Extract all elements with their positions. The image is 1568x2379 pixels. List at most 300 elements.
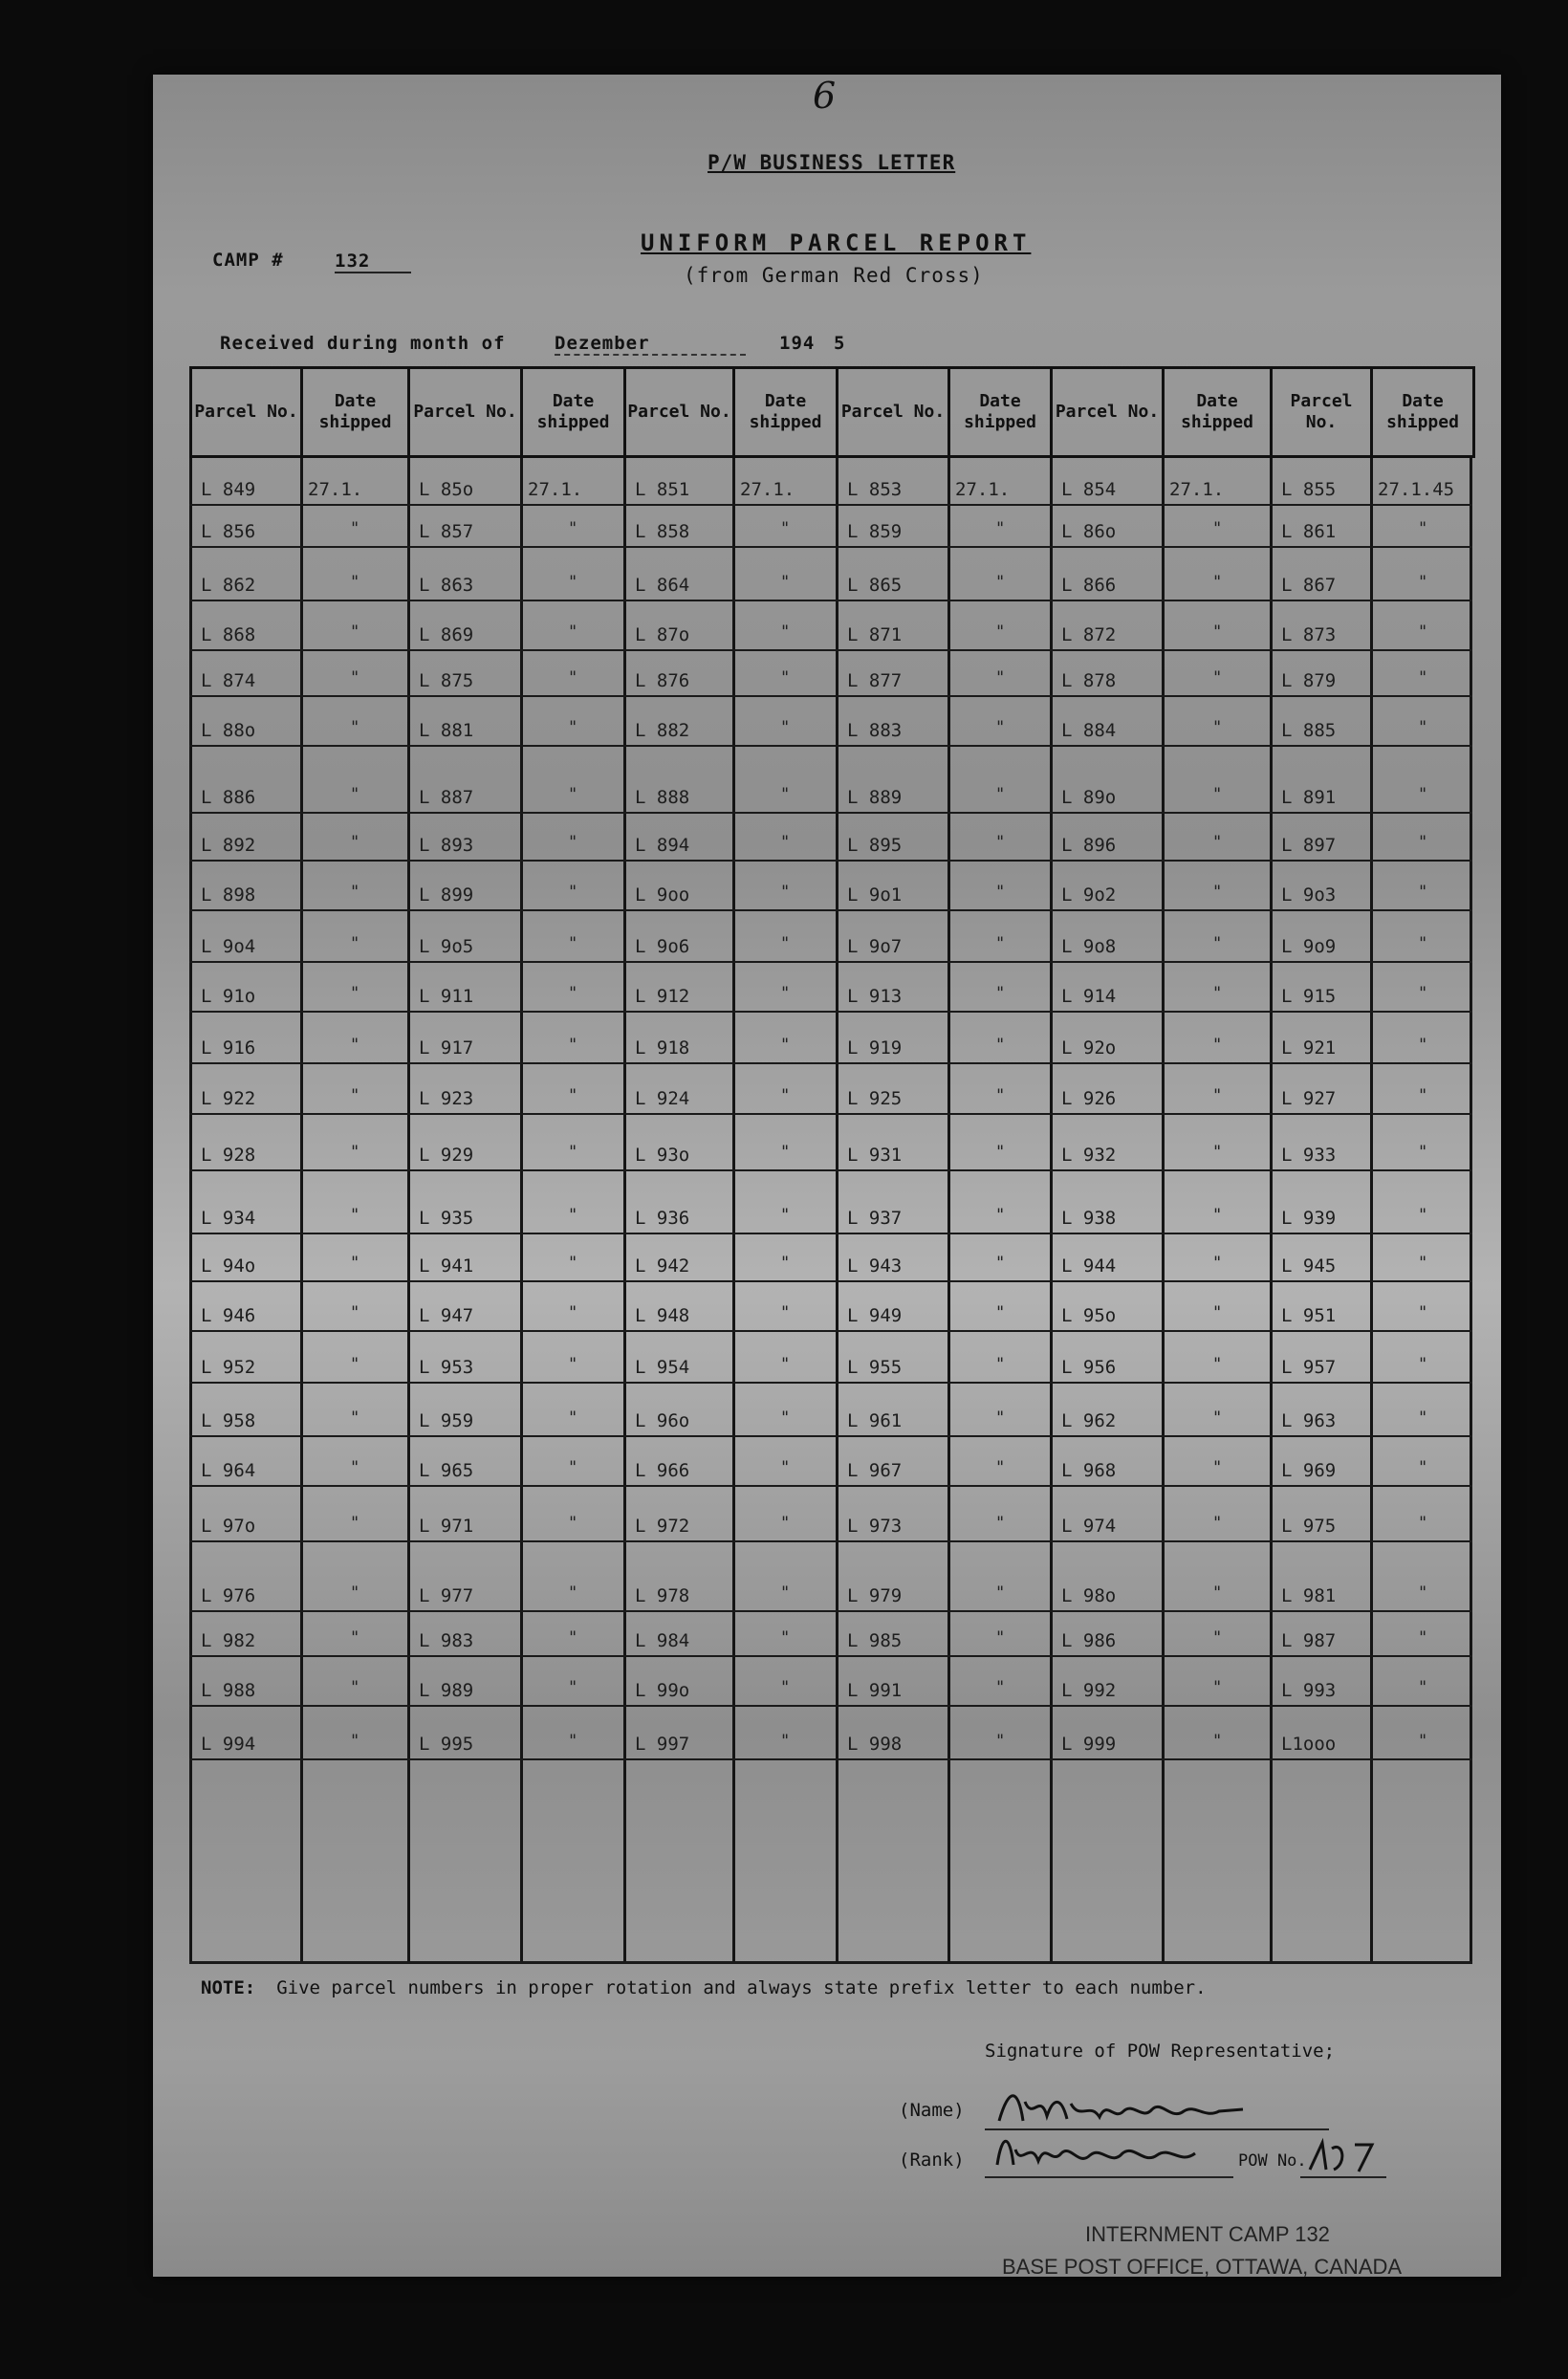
parcel-number: L 999 (1061, 1734, 1117, 1755)
parcel-number: L 85o (419, 479, 474, 500)
parcel-number: L 865 (847, 575, 903, 596)
ditto-mark: " (568, 1678, 578, 1697)
ditto-mark: " (1212, 1143, 1223, 1162)
ditto-mark: " (1212, 785, 1223, 804)
ditto-mark: " (568, 1143, 578, 1162)
parcel-number: L 869 (419, 624, 474, 645)
row-divider (189, 1113, 1472, 1115)
header-parcel-no: Parcel No. (623, 366, 735, 458)
parcel-number: L 942 (635, 1255, 690, 1277)
parcel-number: L 947 (419, 1305, 474, 1326)
parcel-number: L 9o8 (1061, 936, 1117, 957)
parcel-number: L 9o7 (847, 936, 903, 957)
ditto-mark: " (995, 1408, 1006, 1428)
parcel-number: L 889 (847, 787, 903, 808)
ditto-mark: " (995, 1303, 1006, 1322)
letter-heading: P/W BUSINESS LETTER (708, 151, 956, 174)
parcel-number: L 87o (635, 624, 690, 645)
ditto-mark: " (568, 573, 578, 592)
parcel-number: L 868 (201, 624, 256, 645)
name-label: (Name) (899, 2100, 965, 2121)
ditto-mark: " (1212, 1303, 1223, 1322)
ditto-mark: " (780, 1514, 791, 1533)
ditto-mark: " (350, 668, 360, 688)
column-divider (1270, 458, 1273, 1963)
ditto-mark: " (1418, 1583, 1428, 1603)
date-shipped: 27.1. (740, 479, 795, 500)
parcel-number: L 914 (1061, 986, 1117, 1007)
parcel-number: L 86o (1061, 521, 1117, 542)
ditto-mark: " (995, 573, 1006, 592)
ditto-mark: " (350, 519, 360, 538)
row-divider (189, 1330, 1472, 1332)
column-divider (1050, 458, 1053, 1963)
header-parcel-no: Parcel No. (1270, 366, 1373, 458)
parcel-number: L 877 (847, 670, 903, 691)
parcel-number: L 919 (847, 1037, 903, 1059)
parcel-number: L 982 (201, 1630, 256, 1651)
parcel-number: L 927 (1281, 1088, 1337, 1109)
parcel-number: L 851 (635, 479, 690, 500)
ditto-mark: " (350, 622, 360, 642)
header-parcel-no: Parcel No. (1050, 366, 1165, 458)
ditto-mark: " (350, 1143, 360, 1162)
row-divider (189, 1435, 1472, 1437)
parcel-number: L 923 (419, 1088, 474, 1109)
ditto-mark: " (995, 1086, 1006, 1105)
parcel-number: L 9o9 (1281, 936, 1337, 957)
ditto-mark: " (1418, 1408, 1428, 1428)
parcel-number: L 948 (635, 1305, 690, 1326)
ditto-mark: " (568, 668, 578, 688)
row-divider (189, 909, 1472, 911)
parcel-number: L 862 (201, 575, 256, 596)
ditto-mark: " (995, 1583, 1006, 1603)
parcel-number: L 972 (635, 1516, 690, 1537)
ditto-mark: " (1418, 622, 1428, 642)
parcel-number: L 954 (635, 1357, 690, 1378)
row-divider (189, 1233, 1472, 1234)
ditto-mark: " (995, 519, 1006, 538)
ditto-mark: " (1212, 1036, 1223, 1055)
parcel-number: L 882 (635, 720, 690, 741)
ditto-mark: " (995, 1143, 1006, 1162)
ditto-mark: " (1418, 1143, 1428, 1162)
parcel-number: L 896 (1061, 835, 1117, 856)
ditto-mark: " (568, 1628, 578, 1648)
signature-label: Signature of POW Representative; (985, 2041, 1336, 2062)
ditto-mark: " (780, 519, 791, 538)
ditto-mark: " (780, 934, 791, 953)
ditto-mark: " (1212, 622, 1223, 642)
parcel-number: L 963 (1281, 1410, 1337, 1431)
ditto-mark: " (995, 1628, 1006, 1648)
parcel-number: L 861 (1281, 521, 1337, 542)
parcel-number: L 891 (1281, 787, 1337, 808)
parcel-number: L 961 (847, 1410, 903, 1431)
ditto-mark: " (995, 1732, 1006, 1751)
parcel-number: L 946 (201, 1305, 256, 1326)
ditto-mark: " (568, 1355, 578, 1374)
parcel-number: L 966 (635, 1460, 690, 1481)
parcel-number: L 873 (1281, 624, 1337, 645)
header-date-shipped: Date shipped (1370, 366, 1475, 458)
parcel-number: L 9o1 (847, 884, 903, 906)
row-divider (189, 504, 1472, 506)
handwritten-pow-number (1305, 2135, 1391, 2177)
ditto-mark: " (780, 1458, 791, 1477)
parcel-number: L 932 (1061, 1145, 1117, 1166)
column-divider (732, 458, 735, 1963)
report-subtitle: (from German Red Cross) (684, 264, 984, 287)
ditto-mark: " (780, 718, 791, 737)
parcel-number: L 93o (635, 1145, 690, 1166)
row-divider (189, 745, 1472, 747)
parcel-number: L 9o6 (635, 936, 690, 957)
ditto-mark: " (568, 1254, 578, 1273)
rank-signature-line (985, 2176, 1233, 2178)
row-divider (189, 1705, 1472, 1707)
parcel-number: L 955 (847, 1357, 903, 1378)
handwritten-rank (992, 2128, 1231, 2176)
parcel-number: L 936 (635, 1208, 690, 1229)
parcel-number: L 867 (1281, 575, 1337, 596)
parcel-number: L 993 (1281, 1680, 1337, 1701)
parcel-number: L 994 (201, 1734, 256, 1755)
ditto-mark: " (350, 833, 360, 852)
row-divider (189, 812, 1472, 814)
ditto-mark: " (1418, 934, 1428, 953)
parcel-number: L 998 (847, 1734, 903, 1755)
parcel-number: L 898 (201, 884, 256, 906)
year-value: 5 (834, 333, 846, 354)
parcel-number: L 941 (419, 1255, 474, 1277)
ditto-mark: " (1212, 1254, 1223, 1273)
parcel-number: L 872 (1061, 624, 1117, 645)
header-date-shipped: Date shipped (1162, 366, 1273, 458)
header-parcel-no: Parcel No. (836, 366, 950, 458)
ditto-mark: " (350, 984, 360, 1003)
ditto-mark: " (568, 1086, 578, 1105)
ditto-mark: " (350, 883, 360, 902)
column-divider (623, 458, 626, 1963)
ditto-mark: " (350, 1303, 360, 1322)
column-divider (189, 458, 192, 1963)
ditto-mark: " (780, 1303, 791, 1322)
ditto-mark: " (1418, 883, 1428, 902)
parcel-number: L 916 (201, 1037, 256, 1059)
ditto-mark: " (1212, 1206, 1223, 1225)
parcel-number: L 945 (1281, 1255, 1337, 1277)
ditto-mark: " (995, 1458, 1006, 1477)
ditto-mark: " (1212, 1408, 1223, 1428)
ditto-mark: " (568, 622, 578, 642)
ditto-mark: " (1212, 1628, 1223, 1648)
ditto-mark: " (1212, 573, 1223, 592)
ditto-mark: " (568, 1206, 578, 1225)
parcel-number: L 864 (635, 575, 690, 596)
parcel-number: L 951 (1281, 1305, 1337, 1326)
ditto-mark: " (780, 668, 791, 688)
parcel-number: L 899 (419, 884, 474, 906)
parcel-number: L 995 (419, 1734, 474, 1755)
row-divider (189, 649, 1472, 651)
ditto-mark: " (350, 718, 360, 737)
ditto-mark: " (1418, 833, 1428, 852)
parcel-number: L 981 (1281, 1585, 1337, 1606)
ditto-mark: " (780, 1254, 791, 1273)
ditto-mark: " (780, 573, 791, 592)
ditto-mark: " (1418, 1303, 1428, 1322)
ditto-mark: " (568, 1303, 578, 1322)
parcel-number: L 884 (1061, 720, 1117, 741)
parcel-number: L 876 (635, 670, 690, 691)
header-date-shipped: Date shipped (947, 366, 1053, 458)
rank-label: (Rank) (899, 2150, 965, 2171)
parcel-number: L 965 (419, 1460, 474, 1481)
parcel-number: L 89o (1061, 787, 1117, 808)
parcel-number: L 866 (1061, 575, 1117, 596)
ditto-mark: " (1418, 668, 1428, 688)
ditto-mark: " (350, 573, 360, 592)
parcel-number: L 939 (1281, 1208, 1337, 1229)
ditto-mark: " (1212, 1514, 1223, 1533)
row-divider (189, 1062, 1472, 1064)
ditto-mark: " (780, 1206, 791, 1225)
ditto-mark: " (780, 883, 791, 902)
column-divider (1162, 458, 1165, 1963)
parcel-number: L 858 (635, 521, 690, 542)
parcel-number: L 98o (1061, 1585, 1117, 1606)
parcel-number: L 871 (847, 624, 903, 645)
parcel-number: L 925 (847, 1088, 903, 1109)
ditto-mark: " (568, 785, 578, 804)
parcel-number: L 968 (1061, 1460, 1117, 1481)
parcel-number: L 897 (1281, 835, 1337, 856)
ditto-mark: " (1418, 1254, 1428, 1273)
ditto-mark: " (350, 1678, 360, 1697)
ditto-mark: " (568, 1732, 578, 1751)
parcel-number: L 9oo (635, 884, 690, 906)
parcel-number: L 962 (1061, 1410, 1117, 1431)
parcel-number: L 943 (847, 1255, 903, 1277)
ditto-mark: " (568, 1408, 578, 1428)
parcel-number: L 938 (1061, 1208, 1117, 1229)
parcel-number: L 921 (1281, 1037, 1337, 1059)
parcel-number: L 964 (201, 1460, 256, 1481)
parcel-number: L 949 (847, 1305, 903, 1326)
parcel-table (189, 366, 1472, 1963)
received-label: Received during month of (220, 333, 506, 354)
header-date-shipped: Date shipped (520, 366, 626, 458)
parcel-number: L 885 (1281, 720, 1337, 741)
parcel-number: L 893 (419, 835, 474, 856)
parcel-number: L 956 (1061, 1357, 1117, 1378)
ditto-mark: " (350, 1355, 360, 1374)
parcel-number: L 888 (635, 787, 690, 808)
ditto-mark: " (1418, 984, 1428, 1003)
ditto-mark: " (780, 1678, 791, 1697)
ditto-mark: " (995, 1678, 1006, 1697)
ditto-mark: " (350, 1254, 360, 1273)
parcel-number: L 959 (419, 1410, 474, 1431)
header-parcel-no: Parcel No. (189, 366, 303, 458)
ditto-mark: " (1418, 718, 1428, 737)
parcel-number: L 9o4 (201, 936, 256, 957)
parcel-number: L 894 (635, 835, 690, 856)
ditto-mark: " (1418, 1036, 1428, 1055)
ditto-mark: " (350, 1514, 360, 1533)
ditto-mark: " (1212, 1732, 1223, 1751)
parcel-number: L 915 (1281, 986, 1337, 1007)
ditto-mark: " (1212, 1458, 1223, 1477)
column-divider (1470, 458, 1472, 1963)
parcel-number: L 931 (847, 1145, 903, 1166)
ditto-mark: " (568, 1036, 578, 1055)
parcel-number: L 918 (635, 1037, 690, 1059)
parcel-number: L 924 (635, 1088, 690, 1109)
parcel-number: L 9o3 (1281, 884, 1337, 906)
parcel-number: L 974 (1061, 1516, 1117, 1537)
ditto-mark: " (1418, 1206, 1428, 1225)
parcel-number: L 857 (419, 521, 474, 542)
parcel-number: L 979 (847, 1585, 903, 1606)
date-shipped: 27.1. (308, 479, 363, 500)
ditto-mark: " (1212, 1583, 1223, 1603)
parcel-number: L 895 (847, 835, 903, 856)
parcel-number: L 853 (847, 479, 903, 500)
parcel-number: L 859 (847, 521, 903, 542)
parcel-number: L 975 (1281, 1516, 1337, 1537)
note (201, 1977, 1207, 1998)
parcel-number: L 917 (419, 1037, 474, 1059)
ditto-mark: " (780, 1732, 791, 1751)
ditto-mark: " (780, 984, 791, 1003)
row-divider (189, 695, 1472, 697)
parcel-number: L 881 (419, 720, 474, 741)
parcel-number: L 883 (847, 720, 903, 741)
ditto-mark: " (1418, 1355, 1428, 1374)
ditto-mark: " (1212, 668, 1223, 688)
date-shipped: 27.1. (1169, 479, 1225, 500)
parcel-number: L 971 (419, 1516, 474, 1537)
parcel-number: L 937 (847, 1208, 903, 1229)
ditto-mark: " (780, 1628, 791, 1648)
parcel-number: L 953 (419, 1357, 474, 1378)
parcel-number: L 988 (201, 1680, 256, 1701)
row-divider (189, 961, 1472, 963)
parcel-number: L 967 (847, 1460, 903, 1481)
ditto-mark: " (350, 1628, 360, 1648)
ditto-mark: " (568, 984, 578, 1003)
ditto-mark: " (350, 1458, 360, 1477)
row-divider (189, 600, 1472, 601)
ditto-mark: " (995, 934, 1006, 953)
parcel-number: L 991 (847, 1680, 903, 1701)
parcel-number: L 958 (201, 1410, 256, 1431)
stamp-line-2: BASE POST OFFICE, OTTAWA, CANADA (1002, 2255, 1403, 2279)
parcel-number: L 928 (201, 1145, 256, 1166)
row-divider (189, 1169, 1472, 1171)
ditto-mark: " (995, 1514, 1006, 1533)
parcel-number: L 934 (201, 1208, 256, 1229)
parcel-number: L 96o (635, 1410, 690, 1431)
parcel-number: L 9o2 (1061, 884, 1117, 906)
column-divider (407, 458, 410, 1963)
parcel-number: L 983 (419, 1630, 474, 1651)
date-shipped: 27.1. (528, 479, 583, 500)
ditto-mark: " (1212, 1678, 1223, 1697)
ditto-mark: " (995, 622, 1006, 642)
ditto-mark: " (350, 1583, 360, 1603)
pow-number-label: POW No. (1238, 2151, 1307, 2171)
ditto-mark: " (350, 1732, 360, 1751)
note-label: NOTE: (201, 1977, 256, 1998)
ditto-mark: " (780, 833, 791, 852)
ditto-mark: " (568, 883, 578, 902)
ditto-mark: " (995, 984, 1006, 1003)
parcel-number: L 97o (201, 1516, 256, 1537)
parcel-number: L 935 (419, 1208, 474, 1229)
parcel-number: L 887 (419, 787, 474, 808)
ditto-mark: " (780, 1408, 791, 1428)
parcel-number: L 863 (419, 575, 474, 596)
ditto-mark: " (1212, 519, 1223, 538)
parcel-number: L 997 (635, 1734, 690, 1755)
parcel-number: L 992 (1061, 1680, 1117, 1701)
row-divider (189, 860, 1472, 862)
ditto-mark: " (1212, 718, 1223, 737)
parcel-number: L 856 (201, 521, 256, 542)
parcel-number: L 973 (847, 1516, 903, 1537)
page-mark: 6 (813, 75, 837, 117)
parcel-number: L 944 (1061, 1255, 1117, 1277)
row-divider (189, 1758, 1472, 1760)
ditto-mark: " (995, 1254, 1006, 1273)
parcel-number: L 892 (201, 835, 256, 856)
ditto-mark: " (780, 1355, 791, 1374)
parcel-number: L 854 (1061, 479, 1117, 500)
ditto-mark: " (1418, 1678, 1428, 1697)
parcel-number: L 912 (635, 986, 690, 1007)
ditto-mark: " (1212, 1355, 1223, 1374)
ditto-mark: " (350, 1408, 360, 1428)
date-shipped: 27.1.45 (1378, 479, 1455, 500)
header-date-shipped: Date shipped (300, 366, 410, 458)
ditto-mark: " (780, 1143, 791, 1162)
ditto-mark: " (568, 1583, 578, 1603)
parcel-number: L 976 (201, 1585, 256, 1606)
column-divider (300, 458, 303, 1963)
ditto-mark: " (995, 833, 1006, 852)
ditto-mark: " (350, 785, 360, 804)
camp-label: CAMP # (212, 250, 284, 271)
parcel-number: L 952 (201, 1357, 256, 1378)
row-divider (189, 1485, 1472, 1487)
parcel-number: L 933 (1281, 1145, 1337, 1166)
ditto-mark: " (780, 1036, 791, 1055)
ditto-mark: " (1212, 1086, 1223, 1105)
ditto-mark: " (780, 1583, 791, 1603)
column-divider (520, 458, 523, 1963)
ditto-mark: " (1418, 1732, 1428, 1751)
ditto-mark: " (1212, 883, 1223, 902)
parcel-number: L 913 (847, 986, 903, 1007)
ditto-mark: " (995, 1036, 1006, 1055)
ditto-mark: " (568, 1458, 578, 1477)
ditto-mark: " (1418, 785, 1428, 804)
ditto-mark: " (568, 519, 578, 538)
